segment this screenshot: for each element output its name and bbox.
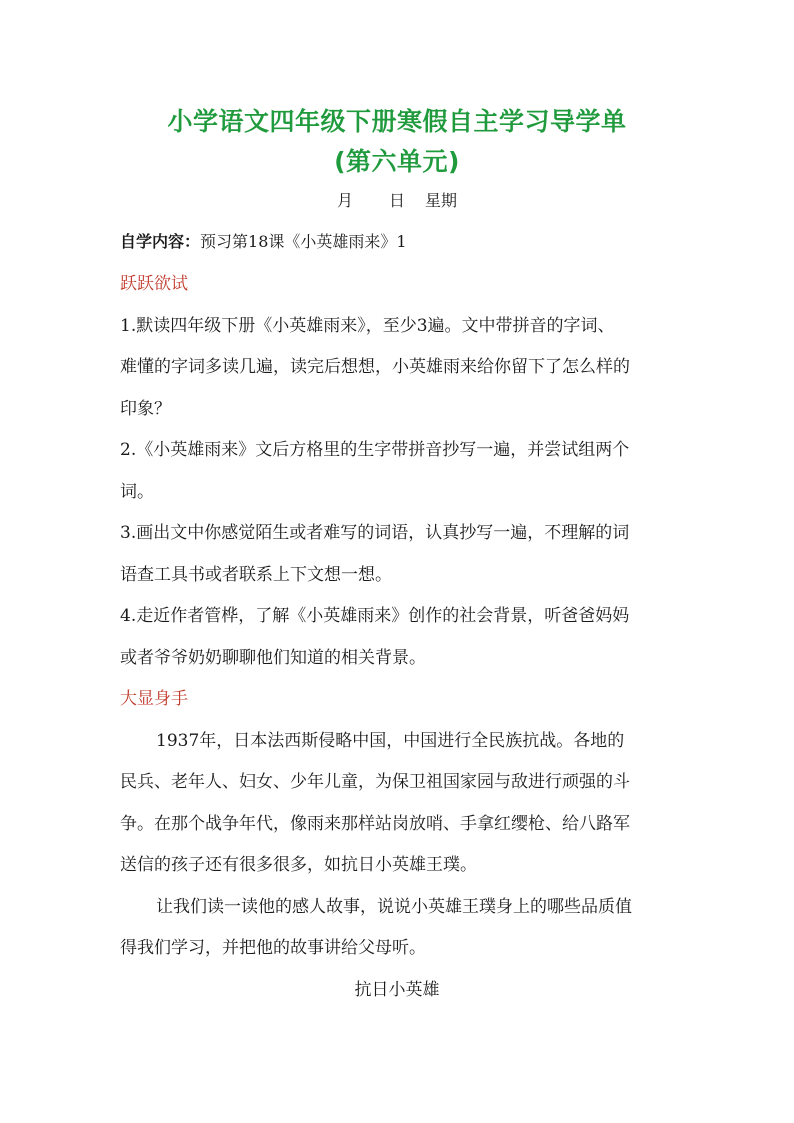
task-line: 3.画出文中你感觉陌生或者难写的词语，认真抄写一遍，不理解的词: [120, 523, 630, 543]
section-heading-challenge: 大显身手: [120, 689, 188, 709]
paragraph-line: 得我们学习，并把他的故事讲给父母听。: [120, 938, 426, 958]
task-line: 或者爷爷奶奶聊聊他们知道的相关背景。: [120, 648, 426, 668]
task-line: 语查工具书或者联系上下文想一想。: [120, 565, 392, 585]
story-title: 抗日小英雄: [354, 980, 440, 1000]
task-line: 印象？: [120, 399, 171, 419]
month-label: 月: [336, 191, 353, 210]
date-line: [0, 188, 794, 211]
section-heading-warmup: 跃跃欲试: [120, 274, 188, 294]
document-title: 小学语文四年级下册寒假自主学习导学单: [167, 107, 627, 136]
task-line: 词。: [120, 482, 154, 502]
paragraph-line: 1937年，日本法西斯侵略中国，中国进行全民族抗战。各地的: [156, 731, 625, 751]
task-line: 4.走近作者管桦，了解《小英雄雨来》创作的社会背景，听爸爸妈妈: [120, 606, 630, 626]
task-line: 1.默读四年级下册《小英雄雨来》，至少3遍。文中带拼音的字词、: [120, 316, 615, 336]
task-line: 难懂的字词多读几遍，读完后想想，小英雄雨来给你留下了怎么样的: [120, 357, 630, 377]
task-line: 2.《小英雄雨来》文后方格里的生字带拼音抄写一遍，并尝试组两个: [120, 440, 630, 460]
document-subtitle: (第六单元): [334, 147, 460, 176]
day-label: 日: [388, 191, 405, 210]
paragraph-line: 民兵、老年人、妇女、少年儿童，为保卫祖国家园与敌进行顽强的斗: [120, 772, 630, 792]
study-content-text: 预习第18课《小英雄雨来》1: [200, 232, 407, 251]
paragraph-line: 让我们读一读他的感人故事，说说小英雄王璞身上的哪些品质值: [156, 897, 632, 917]
weekday-label: 星期: [425, 191, 458, 210]
paragraph-line: 争。在那个战争年代，像雨来那样站岗放哨、手拿红缨枪、给八路军: [120, 814, 630, 834]
study-content: [120, 230, 680, 254]
paragraph-line: 送信的孩子还有很多很多，如抗日小英雄王璞。: [120, 855, 477, 875]
study-content-label: 自学内容：: [120, 232, 201, 251]
